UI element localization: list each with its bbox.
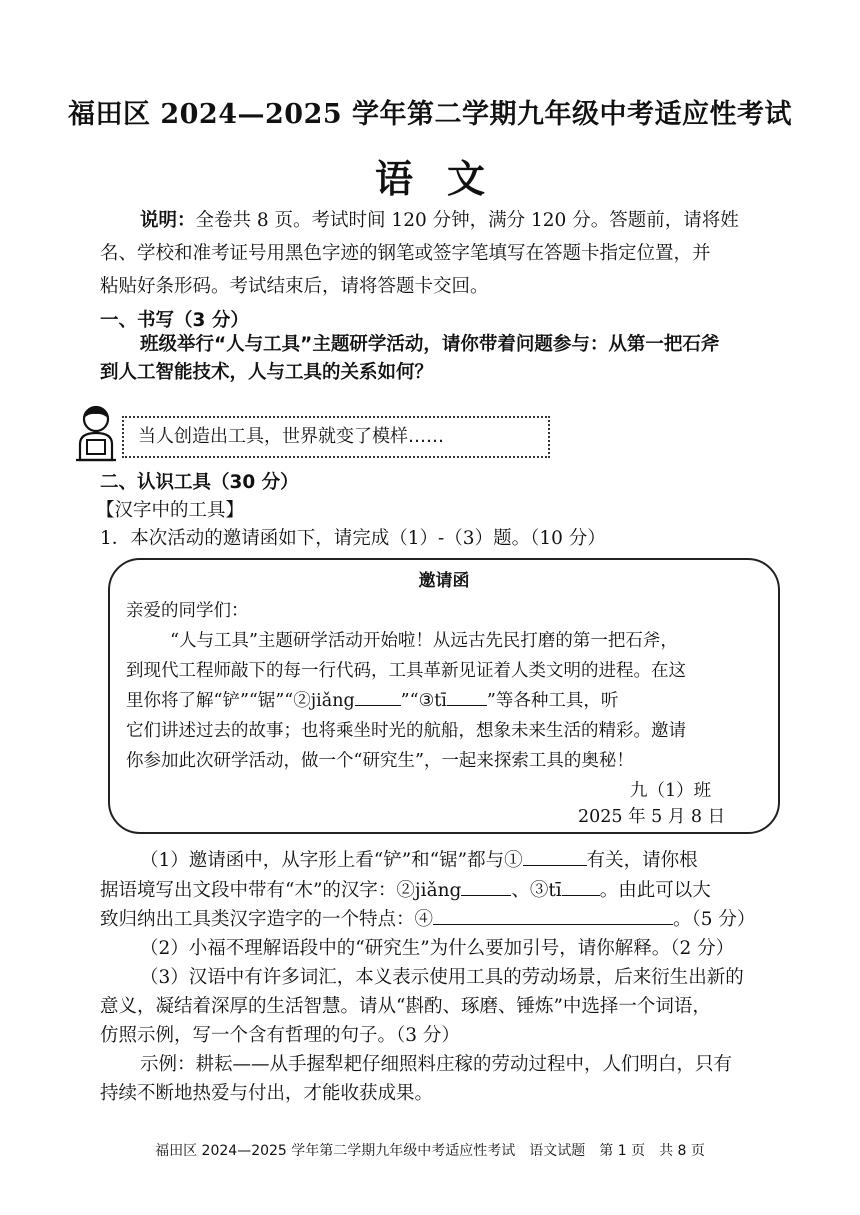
invitation-line-4: 它们讲述过去的故事；也将乘坐时光的航船，想象未来生活的精彩。邀请 [126, 721, 686, 741]
invitation-line-3-part-2: ”“③tī [400, 691, 447, 711]
invitation-line-5: 你参加此次研学活动，做一个“研究生”，一起来探索工具的奥秘！ [126, 751, 634, 771]
speech-text: 当人创造出工具，世界就变了模样…… [138, 426, 444, 447]
blank-ti[interactable] [447, 688, 487, 707]
invitation-signature: 九（1）班 [630, 781, 712, 801]
question-1-1-line-1 [140, 844, 698, 877]
q1-1-part-c: 据语境写出文段中带有“木”的汉字：②jiǎng [100, 880, 462, 901]
invitation-line-2: 到现代工程师敲下的每一行代码，工具革新见证着人类文明的进程。在这 [126, 661, 686, 681]
invitation-line-1: “人与工具”主题研学活动开始啦！从远古先民打磨的第一把石斧， [170, 631, 678, 651]
example-line-1: 示例：耕耘——从手握犁耙仔细照料庄稼的劳动过程中，人们明白，只有 [140, 1054, 733, 1075]
q1-1-part-e: 。由此可以大 [599, 880, 711, 901]
invitation-line-3-part-1: 里你将了解“铲”“锯”“②jiǎng [126, 691, 355, 711]
q1-1-part-d: 、③tī [511, 880, 562, 901]
invitation-line-3-part-3: ”等各种工具，听 [486, 691, 619, 711]
question-1-3-line-3: 仿照示例，写一个含有哲理的句子。（3 分） [100, 1025, 460, 1046]
speech-box [122, 416, 550, 458]
instructions-text-1: 全卷共 8 页。考试时间 120 分钟，满分 120 分。答题前，请将姓 [195, 210, 739, 231]
invitation-title: 邀请函 [418, 571, 470, 591]
page-footer: 福田区 2024—2025 学年第二学期九年级中考适应性考试 语文试题 第 1 页 共 8 页 [155, 1143, 705, 1159]
question-1-2: （2）小福不理解语段中的“研究生”为什么要加引号，请你解释。（2 分） [140, 938, 735, 959]
section-1-heading: 一、书写（3 分） [100, 310, 249, 331]
invitation-date: 2025 年 5 月 8 日 [578, 807, 726, 827]
question-1-stem: 1．本次活动的邀请函如下，请完成（1）-（3）题。（10 分） [100, 528, 606, 549]
blank-2[interactable] [461, 877, 511, 897]
section-1-line-1: 班级举行“人与工具”主题研学活动，请你带着问题参与：从第一把石斧 [140, 334, 720, 355]
instructions-line-3: 粘贴好条形码。考试结束后，请将答题卡交回。 [100, 276, 489, 297]
blank-4[interactable] [433, 906, 673, 926]
section-2-heading: 二、认识工具（30 分） [100, 472, 299, 493]
q1-1-part-f: 致归纳出工具类汉字造字的一个特点：④ [100, 909, 434, 930]
blank-3[interactable] [562, 877, 600, 897]
invitation-greeting: 亲爱的同学们： [126, 601, 249, 621]
section-2-subheading: 【汉字中的工具】 [96, 500, 245, 521]
q1-1-part-a: （1）邀请函中，从字形上看“铲”和“锯”都与① [140, 850, 523, 871]
example-line-2: 持续不断地热爱与付出，才能收获成果。 [100, 1083, 434, 1104]
instructions-line-2: 名、学校和准考证号用黑色字迹的钢笔或签字笔填写在答题卡指定位置，并 [100, 243, 711, 264]
section-1-line-2: 到人工智能技术，人与工具的关系如何？ [100, 362, 434, 383]
blank-jiang[interactable] [355, 688, 401, 707]
invitation-line-3 [126, 686, 618, 716]
instructions-line-1 [140, 204, 739, 237]
blank-1[interactable] [523, 847, 587, 867]
student-avatar-icon [74, 404, 118, 462]
question-1-3-line-1: （3）汉语中有许多词汇，本义表示使用工具的劳动场景，后来衍生出新的 [140, 967, 744, 988]
instructions-label: 说明： [140, 210, 196, 231]
q1-1-part-b: 有关，请你根 [586, 850, 698, 871]
q1-1-part-g: 。（5 分） [673, 909, 756, 930]
subject-title: 语文 [374, 156, 519, 201]
exam-title: 福田区 2024—2025 学年第二学期九年级中考适应性考试 [67, 99, 793, 130]
question-1-3-line-2: 意义，凝结着深厚的生活智慧。请从“斟酌、琢磨、锤炼”中选择一个词语， [100, 996, 711, 1017]
